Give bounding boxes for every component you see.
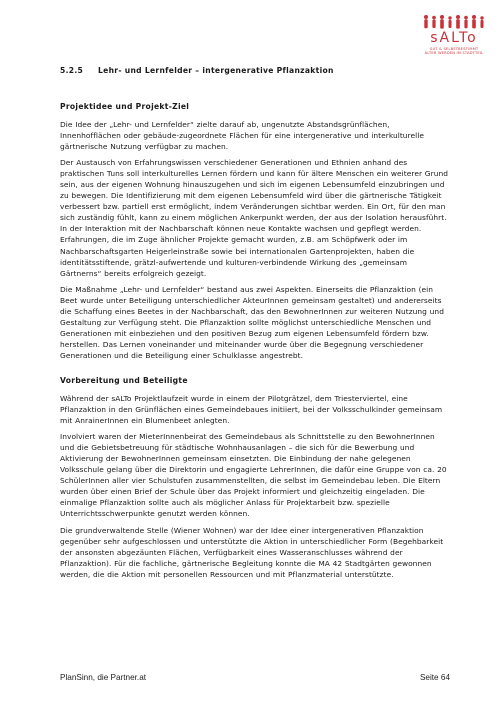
- page-number: Seite 64: [419, 673, 450, 682]
- main-content: [60, 66, 450, 585]
- logo-wordmark: sALTo: [430, 30, 478, 46]
- section-title: Lehr- und Lernfelder – intergenerative Pflanzaktion: [98, 66, 334, 75]
- paragraph: Der Austausch von Erfahrungswissen verschiedener Generationen und Ethnien anhand des praktischen Tuns soll interkulturelles Lernen fördern und kann für ältere Menschen ein weiterer Grund sein, aus der eigenen Wohnung hinauszugehen und sich im eigenen Lebensumfeld einzubringen und zu bewegen. Die Identifizierung mit dem eigenen Lebensumfeld wird über die gärtnerische Tätigkeit verbessert bzw. partiell erst ermöglicht, indem Veränderungen sichtbar werden. Ein Ort, für den man sich zuständig fühlt, kann zu einem möglichen Ankerpunkt werden, der aus der Isolation herausführt. In der Interaktion mit der Nachbarschaft können neue Kontakte wachsen und gepflegt werden. Erfahrungen, die im Zuge ähnlicher Projekte gemacht wurden, z.B. am Schöpfwerk oder im Nachbarschaftsgarten Heigerleinstraße sowie bei internationalen Gartenprojekten, haben die identitätsstiftende, grätzl-aufwertende und kulturen-verbindende Wirkung des „gemeinsam Gärtnerns“ bereits erfolgreich gezeigt.: [60, 158, 449, 278]
- sub-heading: Projektidee und Projekt-Ziel: [60, 102, 190, 111]
- section-heading: [60, 66, 450, 76]
- logo-tagline: [420, 47, 488, 56]
- footer-publisher: PlanSinn, die Partner.at: [60, 673, 147, 682]
- paragraph: Während der sALTo Projektlaufzeit wurde in einem der Pilotgrätzel, dem Triesterviertel, eine Pflanzaktion in den Grünflächen eines Gemeindebaues initiiert, bei der Volksschulkinder gemeinsam mit AnrainerInnen ein Blumenbeet anlegten.: [60, 393, 443, 426]
- paragraph: Involviert waren der MieterInnenbeirat des Gemeindebaus als Schnittstelle zu den BewohnerInnen und die Gebietsbetreuung für städtische Wohnhausanlagen – die sich für die Bewerbung und Aktivierung der BewohnerInnen gemeinsam einsetzten. Die Einbindung der nahe gelegenen Volksschule gelang über die Direktorin und engagierte LehrerInnen, die dafür eine Gruppe von ca. 20 SchülerInnen aller vier Schulstufen zusammenstellten, die selbst im Gemeindebau leben. Die Eltern wurden über einen Brief der Schule über das Projekt informiert und gleichzeitig eingeladen. Die einmalige Pflanzaktion sollte auch als möglicher Anlass für Projektarbeit bzw. spezielle Unterrichtsschwerpunkte genutzt werden können.: [60, 432, 447, 519]
- section-number: 5.2.5: [60, 66, 84, 75]
- logo-tagline-line: GUT & SELBSTBESTIMMT: [429, 47, 479, 51]
- paragraph: Die Maßnahme „Lehr- und Lernfelder“ bestand aus zwei Aspekten. Einerseits die Pflanzaktion (ein Beet wurde unter Beteiligung unterschiedlicher AkteurInnen gemeinsam gestaltet) und andererseits die Schaffung eines Beetes in der Nachbarschaft, das den BewohnerInnen zur weiteren Nutzung und Gestaltung zur Verfügung steht. Die Pflanzaktion sollte möglichst unterschiedliche Menschen und Generationen mit einbeziehen und den positiven Bezug zum eigenen Lebensumfeld fördern bzw. herstellen. Das Lernen voneinander und miteinander wurde über die Begegnung verschiedener Generationen und die Beteiligung einer Schulklasse angestrebt.: [60, 284, 444, 360]
- paragraph: Die grundverwaltende Stelle (Wiener Wohnen) war der Idee einer intergenerativen Pflanzaktion gegenüber sehr aufgeschlossen und unterstützte die Aktion in unterschiedlicher Form (Begehbarkeit der ansonsten abgezäunten Flächen, Verfügbarkeit eines Wasseranschlusses während der Pflanzaktion). Für die fachliche, gärtnerische Begleitung konnte die MA 42 Stadtgärten gewonnen werden, die die Aktion mit personellen Ressourcen und mit Pflanzmaterial unterstützte.: [60, 525, 444, 579]
- salto-logo: [420, 14, 488, 60]
- paragraph: Die Idee der „Lehr- und Lernfelder“ zielte darauf ab, ungenutzte Abstandsgrünflächen, Innenhofflächen oder gebäude-zugeordnete Flächen für eine intergenerative und interkulturelle gärtnerische Nutzung verfügbar zu machen.: [60, 120, 424, 152]
- logo-tagline-line: ÄLTER WERDEN IM STADTTEIL: [424, 51, 484, 56]
- sub-heading: Vorbereitung und Beteiligte: [60, 375, 188, 385]
